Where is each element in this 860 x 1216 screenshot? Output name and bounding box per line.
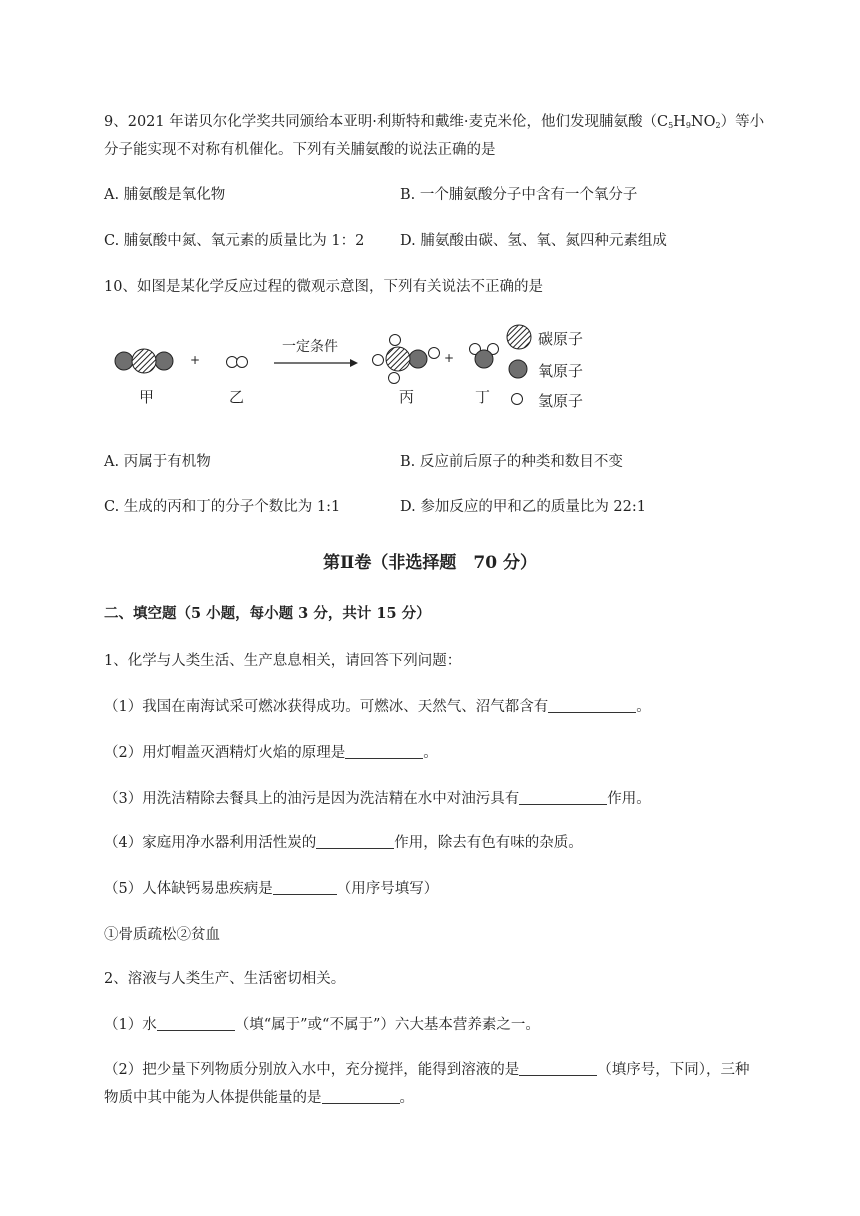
- f1-sub1-tail: 。: [636, 699, 651, 715]
- formula-c-sub: 5: [668, 121, 674, 130]
- f1-sub2-tail: 。: [423, 745, 438, 761]
- q9-stem-text: 9、2021 年诺贝尔化学奖共同颁给本亚明·利斯特和戴维·麦克米伦，他们发现脯氨酸（: [104, 114, 657, 130]
- f2-stem: 2、溶液与人类生产、生活密切相关。: [104, 971, 346, 987]
- legend-carbon-label: 碳原子: [538, 330, 584, 348]
- oxygen-atom: [409, 350, 427, 368]
- label-jia: 甲: [139, 388, 155, 406]
- formula-c: C: [656, 114, 669, 130]
- f1-sub5: [104, 877, 438, 898]
- label-bing: 丙: [399, 388, 415, 406]
- section-heading: 第Ⅱ卷（非选择题 70 分）: [323, 553, 537, 573]
- q9-option-d[interactable]: D. 脯氨酸由碳、氢、氧、氮四种元素组成: [400, 233, 667, 249]
- legend-hydrogen-label: 氢原子: [538, 392, 584, 410]
- q9-stem-line2: 分子能实现不对称有机催化。下列有关脯氨酸的说法正确的是: [104, 142, 496, 158]
- reaction-arrow: [274, 359, 358, 367]
- f1-sub3-text: （3）用洗洁精除去餐具上的油污是因为洗洁精在水中对油污具有: [104, 791, 520, 807]
- label-ding: 丁: [475, 388, 491, 406]
- carbon-atom: [132, 349, 156, 373]
- f2-sub2-line1: [104, 1058, 749, 1079]
- f2-sub2-tail: （填序号，下同），三种: [597, 1062, 750, 1078]
- answer-blank[interactable]: [345, 744, 423, 760]
- answer-blank[interactable]: [316, 834, 394, 850]
- f1-sub2: [104, 741, 438, 762]
- f2-sub1-tail: （填“属于”或“不属于”）六大基本营养素之一。: [234, 1017, 540, 1033]
- formula-h-sub: 9: [685, 121, 691, 130]
- hydrogen-atom: [237, 357, 248, 368]
- f2-sub1: [104, 1013, 540, 1034]
- q9-stem-tail: ）等小: [720, 114, 765, 130]
- hydrogen-atom: [429, 348, 440, 359]
- oxygen-atom: [475, 350, 493, 368]
- diagram-legend: [507, 325, 531, 405]
- f1-sub5-text: （5）人体缺钙易患疾病是: [104, 881, 273, 897]
- f1-sub3: [104, 787, 651, 808]
- f2-sub2-line2-tail: 。: [399, 1090, 414, 1106]
- answer-blank[interactable]: [322, 1089, 400, 1105]
- f1-sub3-tail: 作用。: [607, 791, 651, 807]
- legend-hydrogen-symbol: [512, 394, 523, 405]
- hydrogen-atom: [389, 373, 400, 384]
- reaction-condition: 一定条件: [282, 339, 338, 355]
- q10-option-d[interactable]: D. 参加反应的甲和乙的质量比为 22:1: [400, 499, 646, 515]
- plus-sign: +: [444, 351, 455, 365]
- oxygen-atom: [155, 352, 173, 370]
- formula-no: NO: [690, 114, 716, 130]
- f2-sub2-line2-text: 物质中其中能为人体提供能量的是: [104, 1090, 322, 1106]
- oxygen-atom: [115, 352, 133, 370]
- label-yi: 乙: [229, 388, 245, 406]
- f1-sub1-text: （1）我国在南海试采可燃冰获得成功。可燃冰、天然气、沼气都含有: [104, 699, 549, 715]
- molecule-jia: [115, 349, 173, 373]
- carbon-atom: [386, 347, 410, 371]
- f1-sub4: [104, 831, 583, 852]
- part-heading: 二、填空题（5 小题，每小题 3 分，共计 15 分）: [104, 605, 431, 622]
- f1-sub4-tail: 作用，除去有色有味的杂质。: [394, 835, 583, 851]
- molecule-yi: [227, 357, 248, 368]
- f1-sub2-text: （2）用灯帽盖灭酒精灯火焰的原理是: [104, 745, 346, 761]
- q10-option-a[interactable]: A. 丙属于有机物: [104, 454, 211, 470]
- formula-o-sub: 2: [715, 121, 721, 130]
- answer-blank[interactable]: [519, 790, 607, 806]
- plus-sign: +: [190, 353, 201, 367]
- f2-sub1-text: （1）水: [104, 1017, 157, 1033]
- legend-carbon-symbol: [507, 325, 531, 349]
- f2-sub2-text: （2）把少量下列物质分别放入水中，充分搅拌，能得到溶液的是: [104, 1062, 520, 1078]
- f2-sub2-line2: [104, 1086, 414, 1107]
- q9-option-c[interactable]: C. 脯氨酸中氮、氧元素的质量比为 1：2: [104, 233, 365, 249]
- hydrogen-atom: [390, 335, 401, 346]
- answer-blank[interactable]: [548, 698, 636, 714]
- f1-sub1: [104, 695, 651, 716]
- q9-option-a[interactable]: A. 脯氨酸是氧化物: [104, 187, 226, 203]
- legend-oxygen-label: 氧原子: [538, 362, 584, 380]
- answer-blank[interactable]: [519, 1061, 597, 1077]
- answer-blank[interactable]: [157, 1016, 235, 1032]
- answer-blank[interactable]: [273, 880, 337, 896]
- q10-option-c[interactable]: C. 生成的丙和丁的分子个数比为 1:1: [104, 499, 341, 515]
- hydrogen-atom: [227, 357, 238, 368]
- f1-choices: ①骨质疏松②贫血: [104, 927, 220, 943]
- legend-oxygen-symbol: [509, 360, 527, 378]
- molecule-ding: [470, 344, 499, 369]
- hydrogen-atom: [373, 355, 384, 366]
- q10-stem: 10、如图是某化学反应过程的微观示意图，下列有关说法不正确的是: [104, 279, 543, 295]
- f1-sub5-tail: （用序号填写）: [336, 881, 439, 897]
- q9-option-b[interactable]: B. 一个脯氨酸分子中含有一个氧分子: [400, 187, 638, 203]
- molecule-bing: [373, 335, 440, 384]
- q10-option-b[interactable]: B. 反应前后原子的种类和数目不变: [400, 454, 623, 470]
- formula-h: H: [673, 114, 686, 130]
- f1-stem: 1、化学与人类生活、生产息息相关，请回答下列问题：: [104, 653, 462, 669]
- f1-sub4-text: （4）家庭用净水器利用活性炭的: [104, 835, 317, 851]
